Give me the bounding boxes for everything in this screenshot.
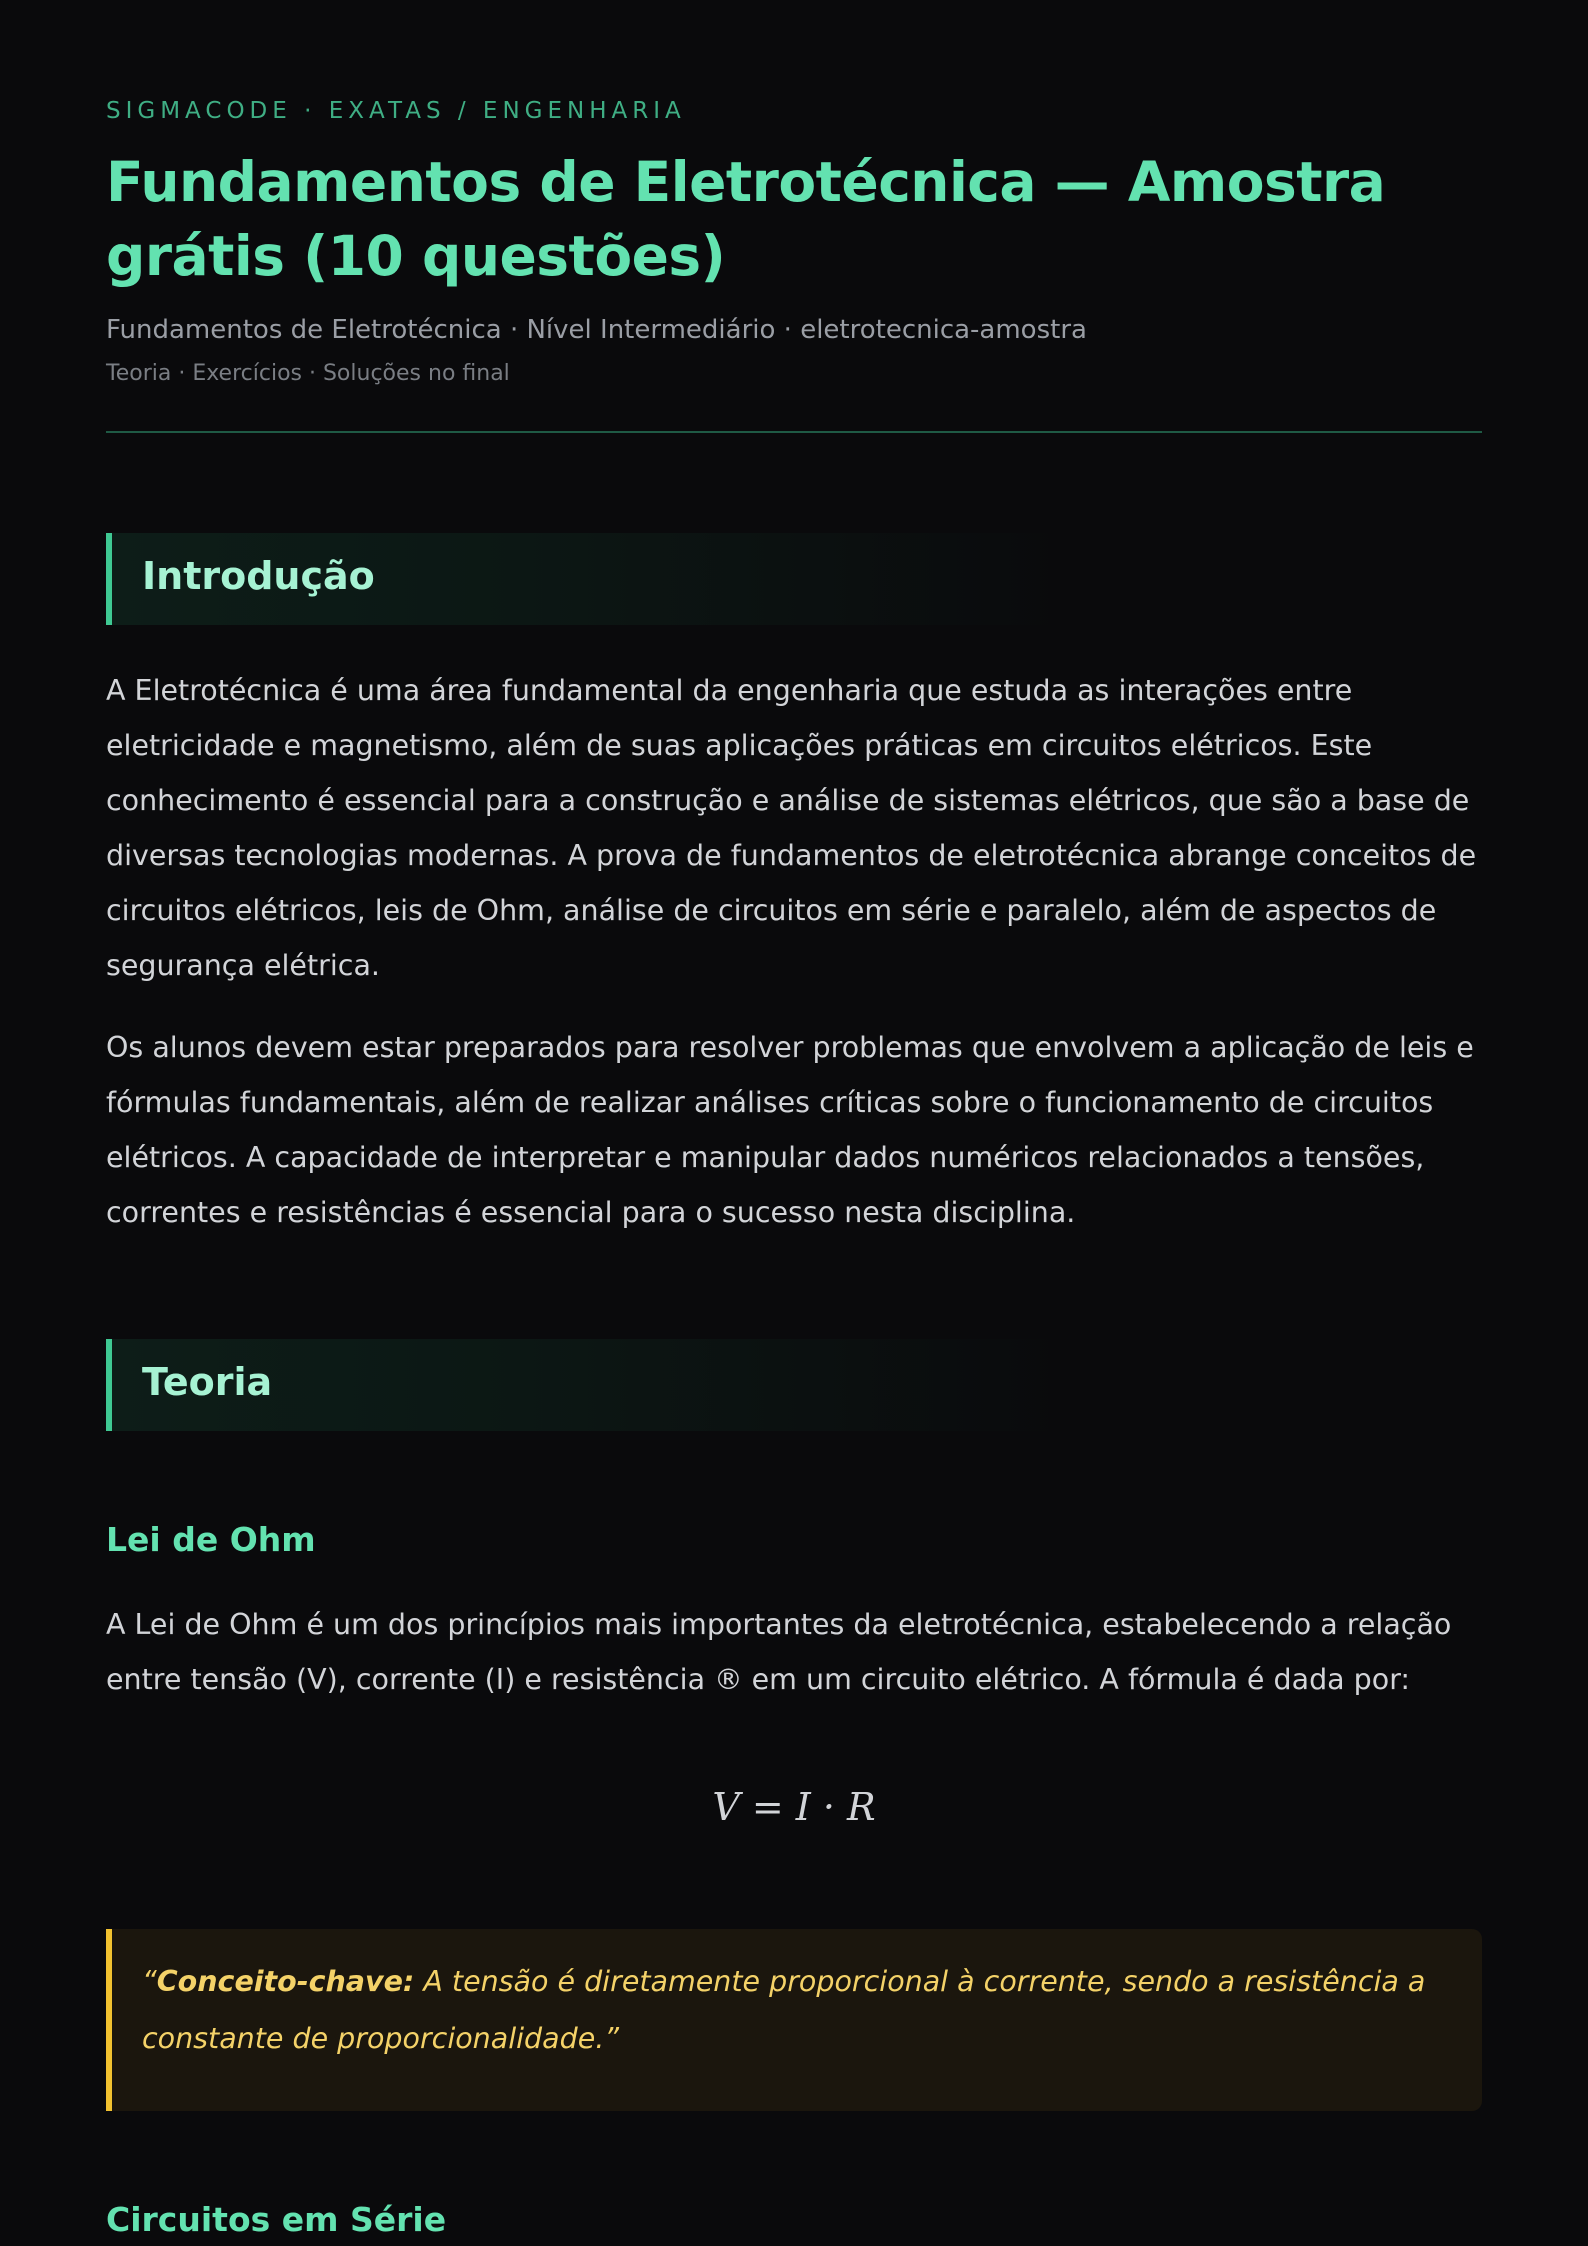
breadcrumb: SIGMACODE · EXATAS / ENGENHARIA xyxy=(106,98,686,124)
callout-label: Conceito-chave: xyxy=(156,1965,415,1998)
page-title: Fundamentos de Eletrotécnica — Amostra grátis (10 questões) xyxy=(106,150,1386,288)
section-heading-intro xyxy=(106,533,1482,625)
document-subtitle: Teoria · Exercícios · Soluções no final xyxy=(106,361,510,386)
subsection-title-series: Circuitos em Série xyxy=(106,2200,447,2239)
callout-open-quote: “ xyxy=(142,1965,157,1998)
callout-body: A tensão é diretamente proporcional à corrente, sendo a resistência a constante de proporcionalidade. xyxy=(142,1965,1426,2055)
key-concept-callout xyxy=(106,1929,1482,2111)
section-heading-theory xyxy=(106,1339,1482,1431)
intro-paragraph-1: A Eletrotécnica é uma área fundamental da engenharia que estuda as interações entre eletricidade e magnetismo, além de suas aplicações práticas em circuitos elétricos. Este conhecimento é essencial para a construção e análise de sistemas elétricos, que são a base de diversas tecnologias modernas. A prova de fundamentos de eletrotécnica abrange conceitos de circuitos elétricos, leis de Ohm, análise de circuitos em série e paralelo, além de aspectos de segurança elétrica. xyxy=(106,674,1477,982)
callout-text xyxy=(142,1953,1442,2067)
section-title: Teoria xyxy=(142,1360,273,1404)
callout-close-quote: ” xyxy=(604,2022,620,2055)
document-meta: Fundamentos de Eletrotécnica · Nível Intermediário · eletrotecnica-amostra xyxy=(106,315,1087,345)
intro-paragraph-2: Os alunos devem estar preparados para resolver problemas que envolvem a aplicação de leis e fórmulas fundamentais, além de realizar análises críticas sobre o funcionamento de circuitos elétricos. A capacidade de interpretar e manipular dados numéricos relacionados a tensões, correntes e resistências é essencial para o sucesso nesta disciplina. xyxy=(106,1031,1474,1229)
section-title: Introdução xyxy=(142,554,375,598)
subsection-title-ohm: Lei de Ohm xyxy=(106,1520,316,1559)
ohm-formula: V = I · R xyxy=(712,1785,876,1829)
ohm-paragraph: A Lei de Ohm é um dos princípios mais importantes da eletrotécnica, estabelecendo a relação entre tensão (V), corrente (I) e resistência ® em um circuito elétrico. A fórmula é dada por: xyxy=(106,1608,1452,1696)
header-divider xyxy=(106,431,1482,433)
